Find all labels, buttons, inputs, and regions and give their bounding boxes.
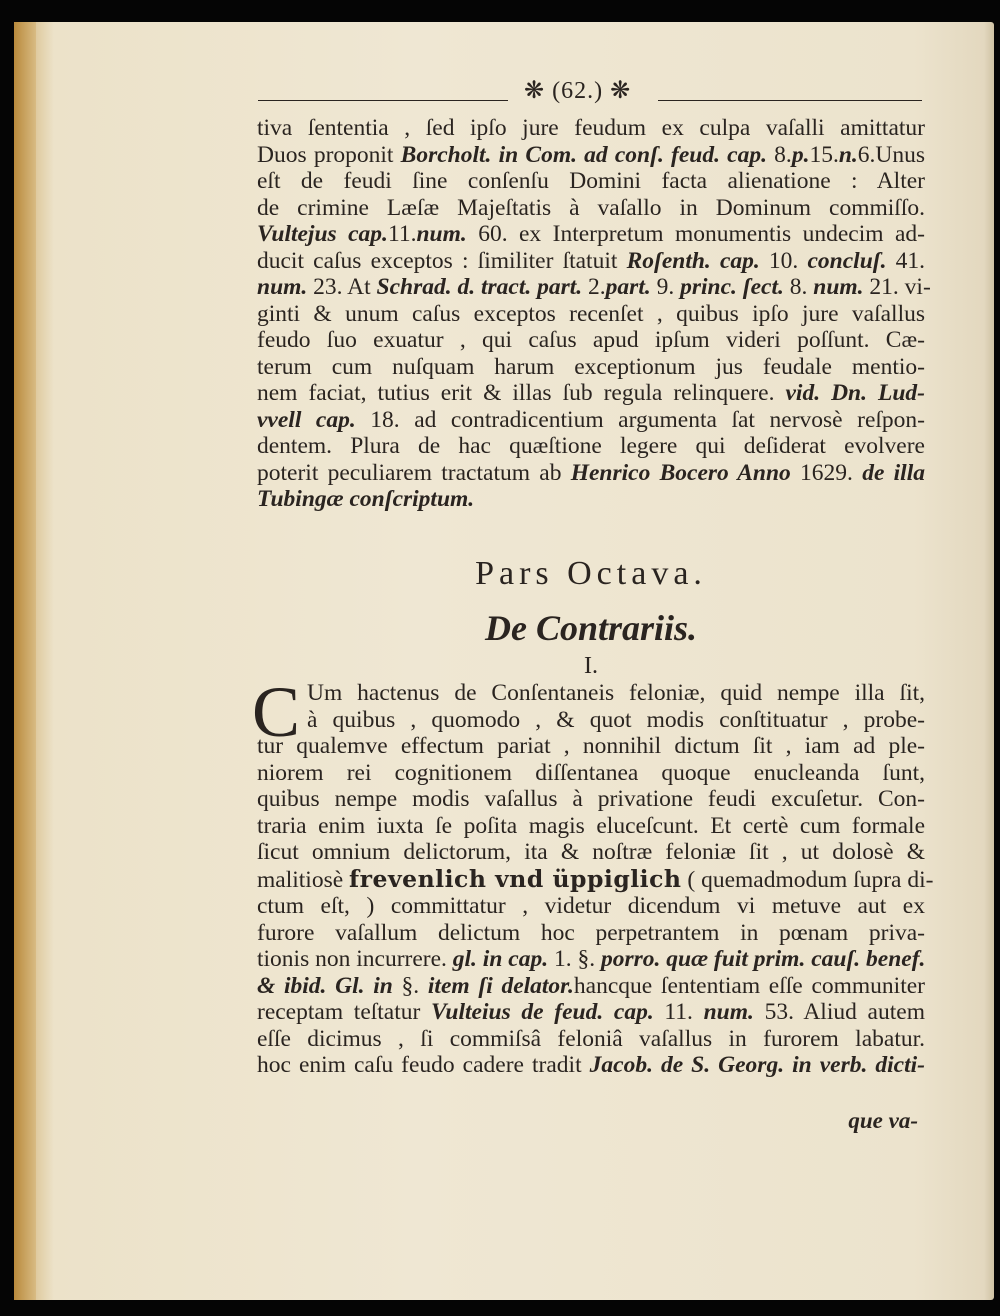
text-line [257,142,925,169]
text-line [257,733,925,760]
text-run: ducit caſus exceptos : ſimiliter ſtatuit [257,247,627,274]
text-line [257,407,925,434]
italic-citation: num. [257,274,308,300]
text-line [257,301,925,328]
text-run: traria enim iuxta ſe poſita magis eluceſcunt. Et certè cum formale [257,812,925,839]
italic-citation: num. [813,274,864,300]
text-run: terum cum nuſquam harum exceptionum jus feudale mentio- [257,353,925,380]
text-run: à quibus , quomodo , & quot modis conſtituatur , probe- [307,706,925,733]
page-header [258,74,922,114]
italic-citation: princ. ſect. [680,274,784,300]
italic-citation: Vulteius de feud. cap. [431,999,654,1025]
italic-citation: Vultejus cap. [257,221,388,247]
text-run: hancque ſententiam eſſe communiter [573,972,925,999]
text-run: 53. Aliud autem [753,999,925,1025]
italic-citation: Jacob. de S. Georg. in verb. dicti- [589,1052,925,1078]
text-run: furore vaſallum delictum hoc perpetrantem in pœnam priva- [257,919,925,946]
italic-citation: gl. in cap. [452,946,549,972]
text-run: eſſe dicimus , ſi commiſsâ feloniâ vaſallus in furorem labatur. [257,1025,925,1052]
italic-citation: porro. quæ fuit prim. cauſ. benef. [600,946,926,972]
italic-citation: num. [703,999,754,1025]
text-line [257,864,934,894]
text-run: 60. ex Interpretum monumentis undecim ad- [466,221,925,247]
paragraph-numeral: I. [584,653,598,679]
catchword: que va- [848,1108,918,1133]
italic-citation: Tubingæ conſcriptum. [257,486,475,512]
text-run: receptam teſtatur [257,999,432,1025]
text-line [257,433,925,460]
text-line [257,680,925,707]
text-run: de crimine Læſæ Majeſtatis à vaſallo in Dominum commiſſo. [257,194,925,221]
text-run: 15. [809,141,839,168]
text-run: malitiosè [257,866,350,893]
text-run: ſicut omnium delictorum, ita & noſtræ feloniæ ſit , ut dolosè & [257,839,925,865]
text-line [257,486,925,513]
italic-citation: n. [838,141,858,168]
text-run: niorem rei cognitionem diſſentanea quoque enucleanda ſunt, [257,759,925,786]
drop-cap: C [252,672,301,752]
text-run: 2. [582,274,606,300]
text-line [257,327,925,354]
text-line [257,973,925,1000]
text-run: tur qualemve effectum pariat , nonnihil dictum ſit , iam ad ple- [257,733,925,759]
text-line [257,707,925,734]
text-line [257,354,925,381]
italic-citation: item ſi delator. [427,972,574,999]
text-run: hoc enim caſu feudo cadere tradit [257,1052,590,1078]
italic-citation: p. [791,141,810,168]
text-line [257,460,925,487]
text-line [257,813,925,840]
continued-text-block [257,115,931,513]
text-line [257,999,925,1026]
text-line [257,760,925,787]
italic-citation: concluſ. [807,247,887,274]
italic-citation: Roſenth. cap. [626,247,760,274]
page-gutter [14,22,36,1300]
text-run: 1. §. [548,946,601,972]
header-rule-right [658,100,922,101]
italic-citation: vid. Dn. Lud- [785,380,926,406]
text-line [257,380,925,407]
text-run: tiva ſententia , ſed ipſo jure feudum ex culpa vaſalli amittatur [257,115,925,141]
text-run: 11. [387,221,417,247]
text-line [257,195,925,222]
text-run: 9. [650,274,681,300]
italic-citation: num. [416,221,467,247]
text-run: nem faciat, tutius erit & illas ſub regula relinquere. [257,380,786,406]
text-run: eſt de feudi ſine conſenſu Domini facta alienatione : Alter [257,168,925,194]
text-run: 8. [783,274,814,300]
text-line [257,893,925,920]
text-run: quibus nempe modis vaſallus à privatione feudi excuſetur. Con- [257,786,925,812]
text-line [257,248,925,275]
text-run: ginti & unum caſus exceptos recenſet , quibus ipſo jure vaſallus [257,300,925,327]
text-run: poterit peculiarem tractatum ab [257,459,571,486]
text-line [257,786,925,813]
italic-citation: Henrico Bocero Anno [570,459,791,486]
text-run: feudo ſuo exuatur , qui caſus apud ipſum videri poſſunt. Cæ- [257,327,925,353]
italic-citation: Schrad. d. tract. part. [376,274,583,300]
text-line [257,168,925,195]
text-run: 41. [886,247,926,274]
text-run: tionis non incurrere. [257,946,453,972]
text-run: ctum eſt, ) committatur , videtur dicendum vi metuve aut ex [257,893,925,919]
text-run: 21. vi- [863,274,931,300]
text-run: 11. [653,999,704,1025]
text-line [257,1052,925,1079]
text-run: 23. At [307,274,377,300]
text-line [257,920,925,947]
text-run: §. [392,972,428,999]
text-run: 6.Unus [857,141,926,168]
text-line [257,274,931,301]
italic-citation: de illa [862,459,925,486]
page-number: ❋ (62.) ❋ [524,78,632,104]
paragraph-text-block [257,680,934,1079]
section-subtitle: De Contrariis. [484,608,698,648]
italic-citation: & ibid. Gl. in [257,972,393,999]
text-line [257,946,925,973]
section-title: Pars Octava. [475,555,707,592]
italic-citation: part. [605,274,651,300]
text-line [257,115,925,142]
text-line [257,1026,925,1053]
italic-citation: Borcholt. in Com. ad conſ. feud. cap. [400,141,767,168]
text-run: 18. ad contradicentium argumenta ſat nervosè reſpon- [355,406,926,433]
text-run: 10. [759,247,808,274]
text-run: 1629. [790,459,863,486]
italic-citation: vvell cap. [257,406,356,433]
text-run: Um hactenus de Conſentaneis feloniæ, quid nempe illa ſit, [307,680,925,706]
header-rule-left [258,100,508,101]
text-run: ( quemadmodum ſupra di- [681,866,934,893]
text-run: Duos proponit [257,141,401,168]
text-run: 8. [766,141,792,168]
blackletter-phrase: frevenlich vnd üppiglich [349,864,682,893]
text-run: dentem. Plura de hac quæſtione legere qui deſiderat evolvere [257,433,925,459]
text-line [257,839,925,866]
text-line [257,221,925,248]
